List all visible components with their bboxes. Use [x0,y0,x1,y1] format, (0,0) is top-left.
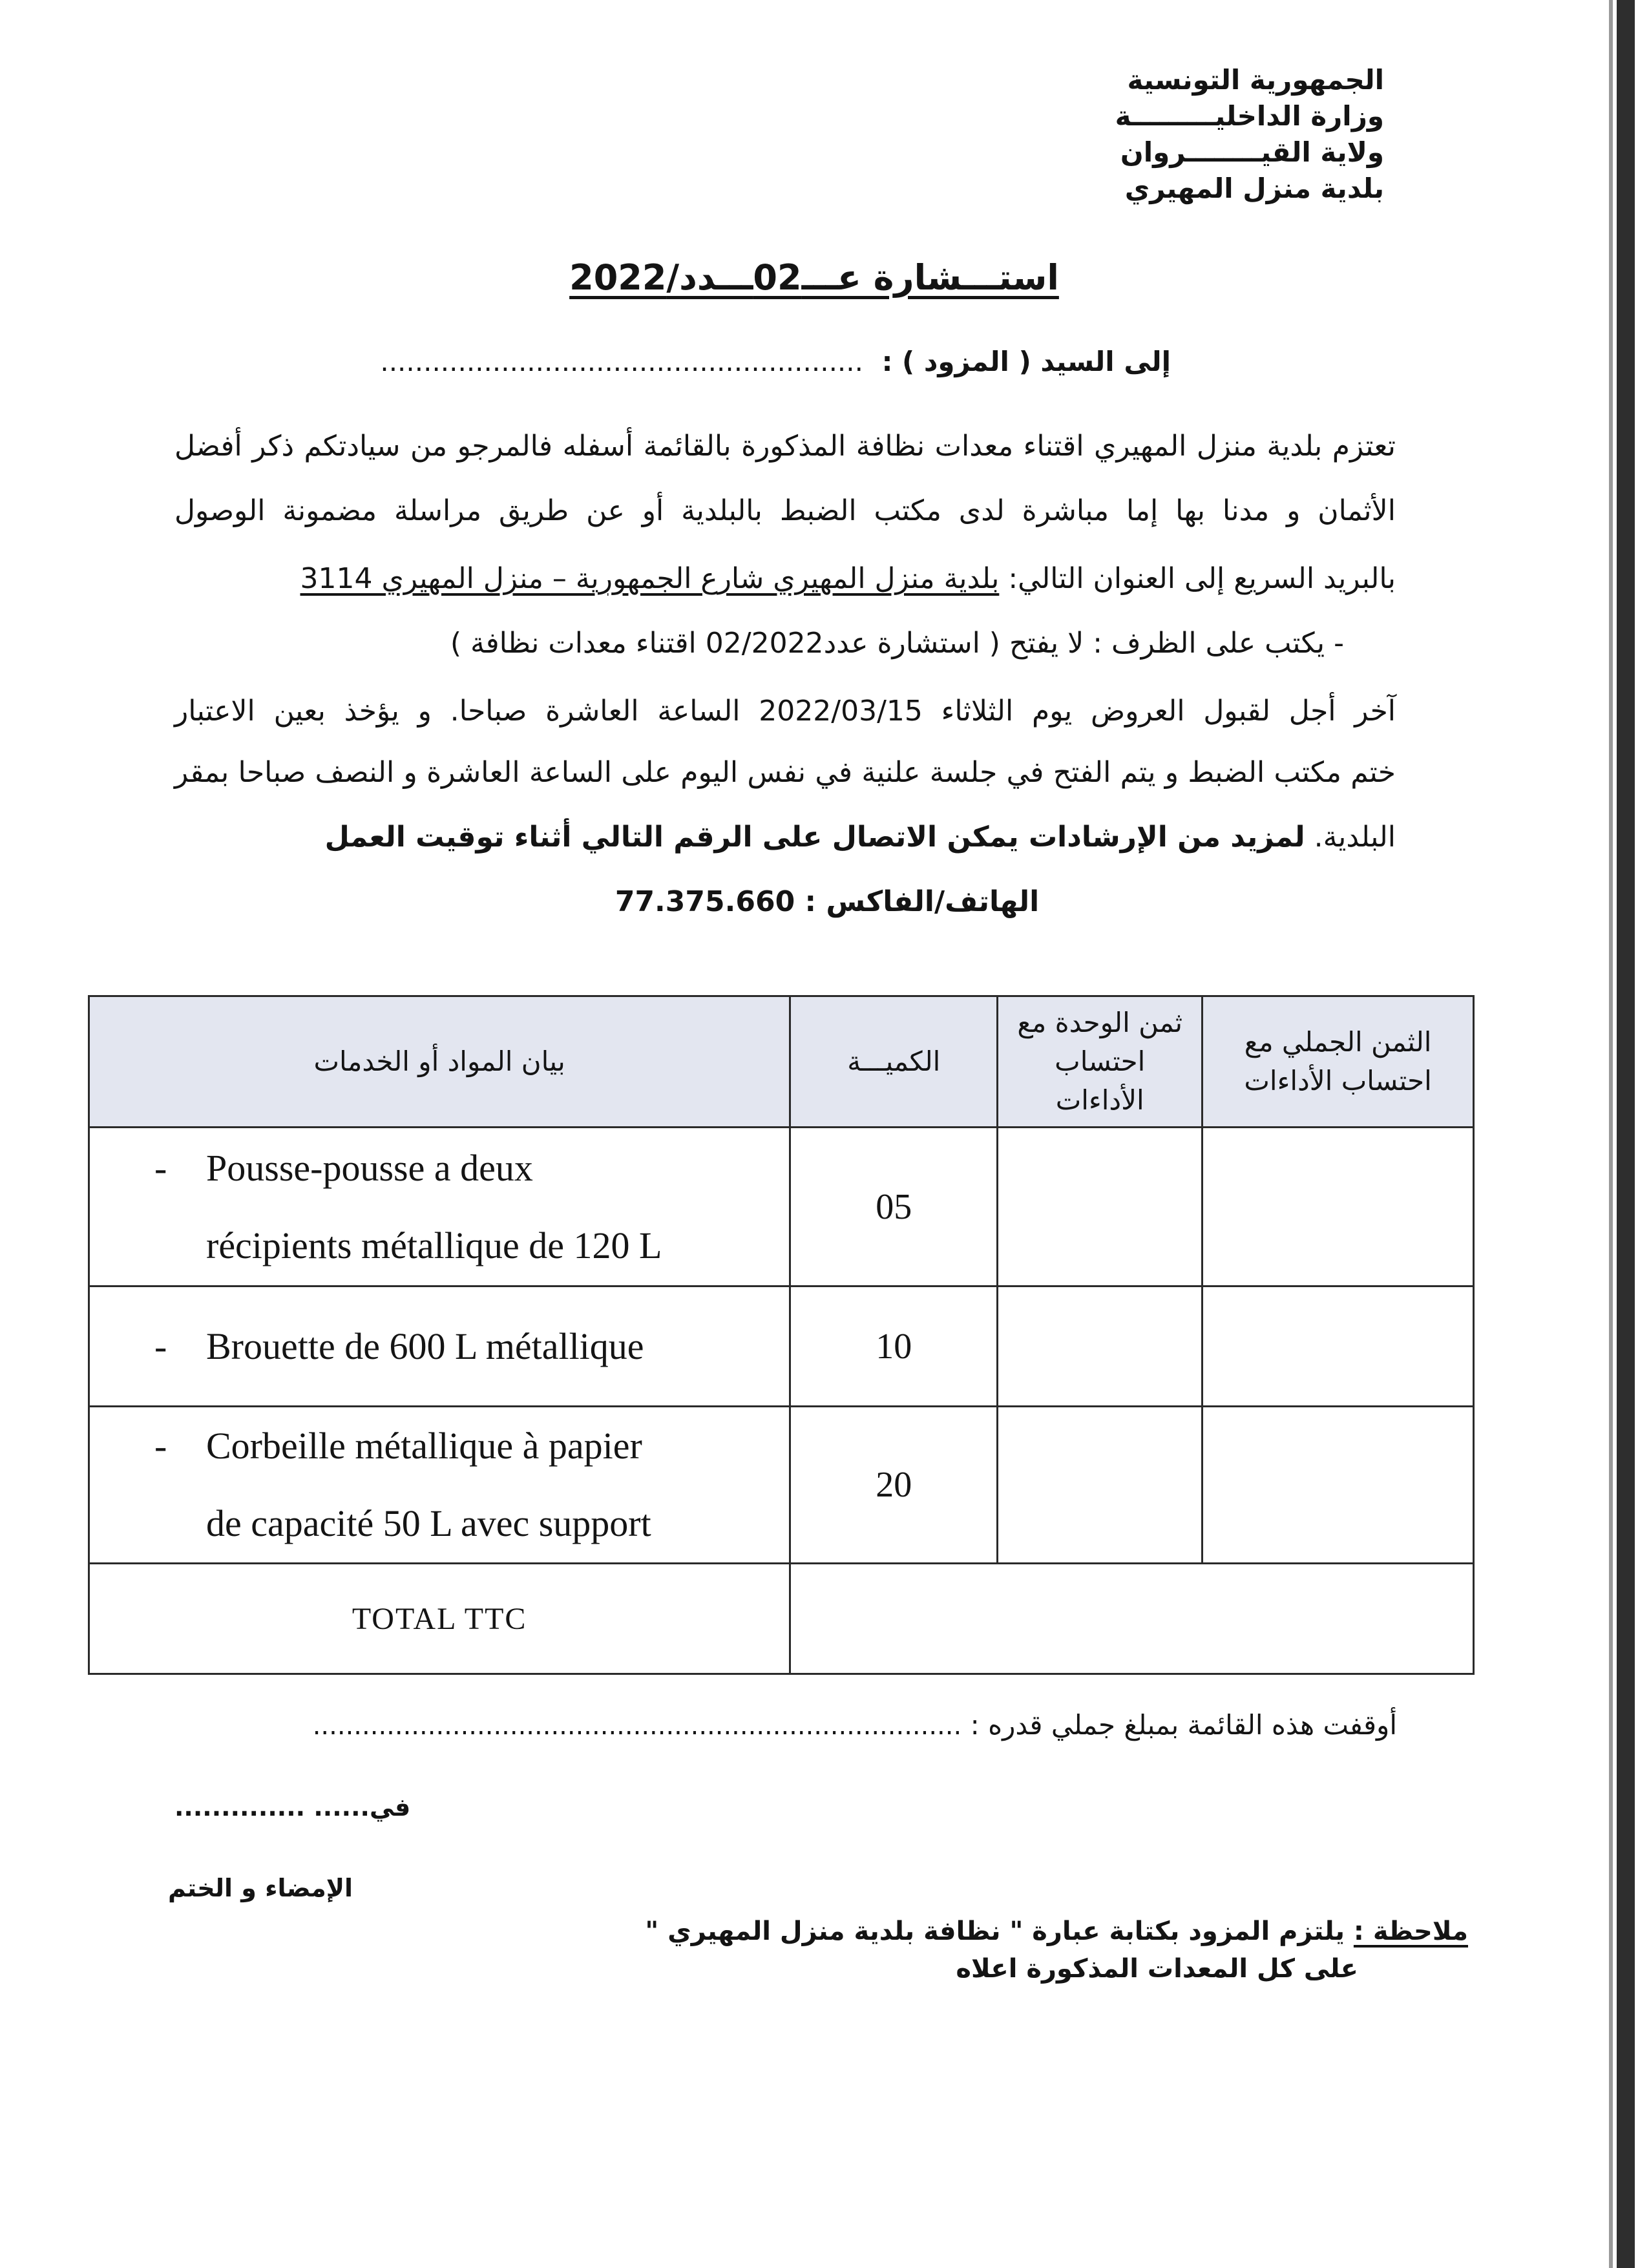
header-total-price [1203,996,1474,1128]
addressee-dots: ........................................................ [380,346,863,377]
row-description [89,1128,790,1286]
header-total-price-l2: احتساب الأداءات [1244,1065,1432,1097]
total-label: TOTAL TTC [89,1564,790,1674]
row-unit-price [998,1407,1203,1564]
row-dash: - [154,1146,167,1189]
body-line-3-prefix: بالبريد السريع إلى العنوان التالي: [999,562,1396,595]
note-label: ملاحظة : [1353,1916,1468,1946]
header-quantity: الكميـــة [790,996,998,1128]
note-text-1: يلتزم المزود بكتابة عبارة " نظافة بلدية منزل المهيري " [645,1916,1354,1946]
table-header-row [89,996,1474,1128]
items-table [88,995,1475,1675]
row-quantity: 05 [790,1128,998,1286]
row-unit-price [998,1286,1203,1407]
note-block [563,1913,1468,1988]
row-dash: - [154,1425,167,1467]
table-total-row [89,1564,1474,1674]
row-desc-line1: Corbeille métallique à papier [206,1425,642,1467]
phone-label: الهاتف/الفاكس : [804,885,1040,918]
row-description [89,1407,790,1564]
place-date-line: في...... .............. [174,1793,411,1822]
scan-edge-shadow [1609,0,1613,2268]
document-title-text: استـــشارة عـــ02ـــدد/2022 [569,257,1059,298]
row-quantity: 20 [790,1407,998,1564]
row-total-price [1203,1128,1474,1286]
phone-number: 77.375.660 [614,885,795,918]
deadline-line-2: ختم مكتب الضبط و يتم الفتح في جلسة علنية في نفس اليوم على الساعة العاشرة و النصف صباحا بمقر [174,756,1396,789]
letterhead-republic: الجمهورية التونسية [1127,64,1384,96]
row-desc-line1: Pousse-pousse a deux [206,1146,533,1189]
addressee-line [202,346,1171,377]
row-dash: - [154,1325,167,1367]
total-amount-dots: ............................................................................... [312,1711,962,1741]
deadline-line-1: آخر أجل لقبول العروض يوم الثلاثاء 2022/03/15 الساعة العاشرة صباحا. و يؤخذ بعين الاعتبار [174,695,1396,728]
row-desc-line2: récipients métallique de 120 L [206,1224,662,1266]
deadline-line-3-normal: البلدية. [1305,821,1396,854]
header-total-price-l1: الثمن الجملي مع [1244,1026,1432,1058]
header-description: بيان المواد أو الخدمات [89,996,790,1128]
total-amount-text: أوقفت هذه القائمة بمبلغ جملي قدره : [970,1709,1397,1741]
note-line-2: على كل المعدات المذكورة اعلاه [956,1954,1358,1984]
body-line-1: تعتزم بلدية منزل المهيري اقتناء معدات نظافة المذكورة بالقائمة أسفله فالمرجو من سيادتكم ذكر أفضل [174,430,1396,463]
row-description [89,1286,790,1407]
body-line-3 [239,562,1396,595]
total-amount-line [105,1709,1397,1741]
table-row [89,1128,1474,1286]
phone-line [569,885,1086,918]
letterhead [996,62,1384,207]
addressee-label: إلى السيد ( المزود ) : [881,346,1171,377]
document-title [388,257,1241,298]
row-total-price [1203,1286,1474,1407]
body-line-2: الأثمان و مدنا بها إما مباشرة لدى مكتب الضبط بالبلدية أو عن طريق مراسلة مضمونة الوصول [174,494,1396,527]
envelope-instruction: - يكتب على الظرف : لا يفتح ( استشارة عدد02/2022 اقتناء معدات نظافة ) [450,627,1344,660]
header-unit-price [998,996,1203,1128]
row-quantity: 10 [790,1286,998,1407]
deadline-line-3 [310,821,1396,854]
contact-instruction: لمزيد من الإرشادات يمكن الاتصال على الرقم التالي أثناء توقيت العمل [324,821,1305,854]
letterhead-governorate: ولاية القيــــــــروان [1120,136,1384,168]
note-line-1 [563,1913,1468,1950]
header-unit-price-l1: ثمن الوحدة مع [1017,1007,1183,1038]
scan-edge-bar [1617,0,1635,2268]
letterhead-ministry: وزارة الداخليـــــــــة [1115,100,1384,132]
row-desc-line2: de capacité 50 L avec support [206,1502,651,1544]
delivery-address: بلدية منزل المهيري شارع الجمهورية – منزل المهيري 3114 [300,562,1000,595]
table-row [89,1286,1474,1407]
total-value [790,1564,1474,1674]
header-unit-price-l3: الأداءات [1055,1084,1144,1116]
table-row [89,1407,1474,1564]
signature-label: الإمضاء و الختم [168,1874,353,1902]
row-desc-line1: Brouette de 600 L métallique [206,1325,644,1367]
row-unit-price [998,1128,1203,1286]
header-unit-price-l2: احتساب [1055,1045,1146,1077]
row-total-price [1203,1407,1474,1564]
letterhead-municipality: بلدية منزل المهيري [1124,173,1384,204]
